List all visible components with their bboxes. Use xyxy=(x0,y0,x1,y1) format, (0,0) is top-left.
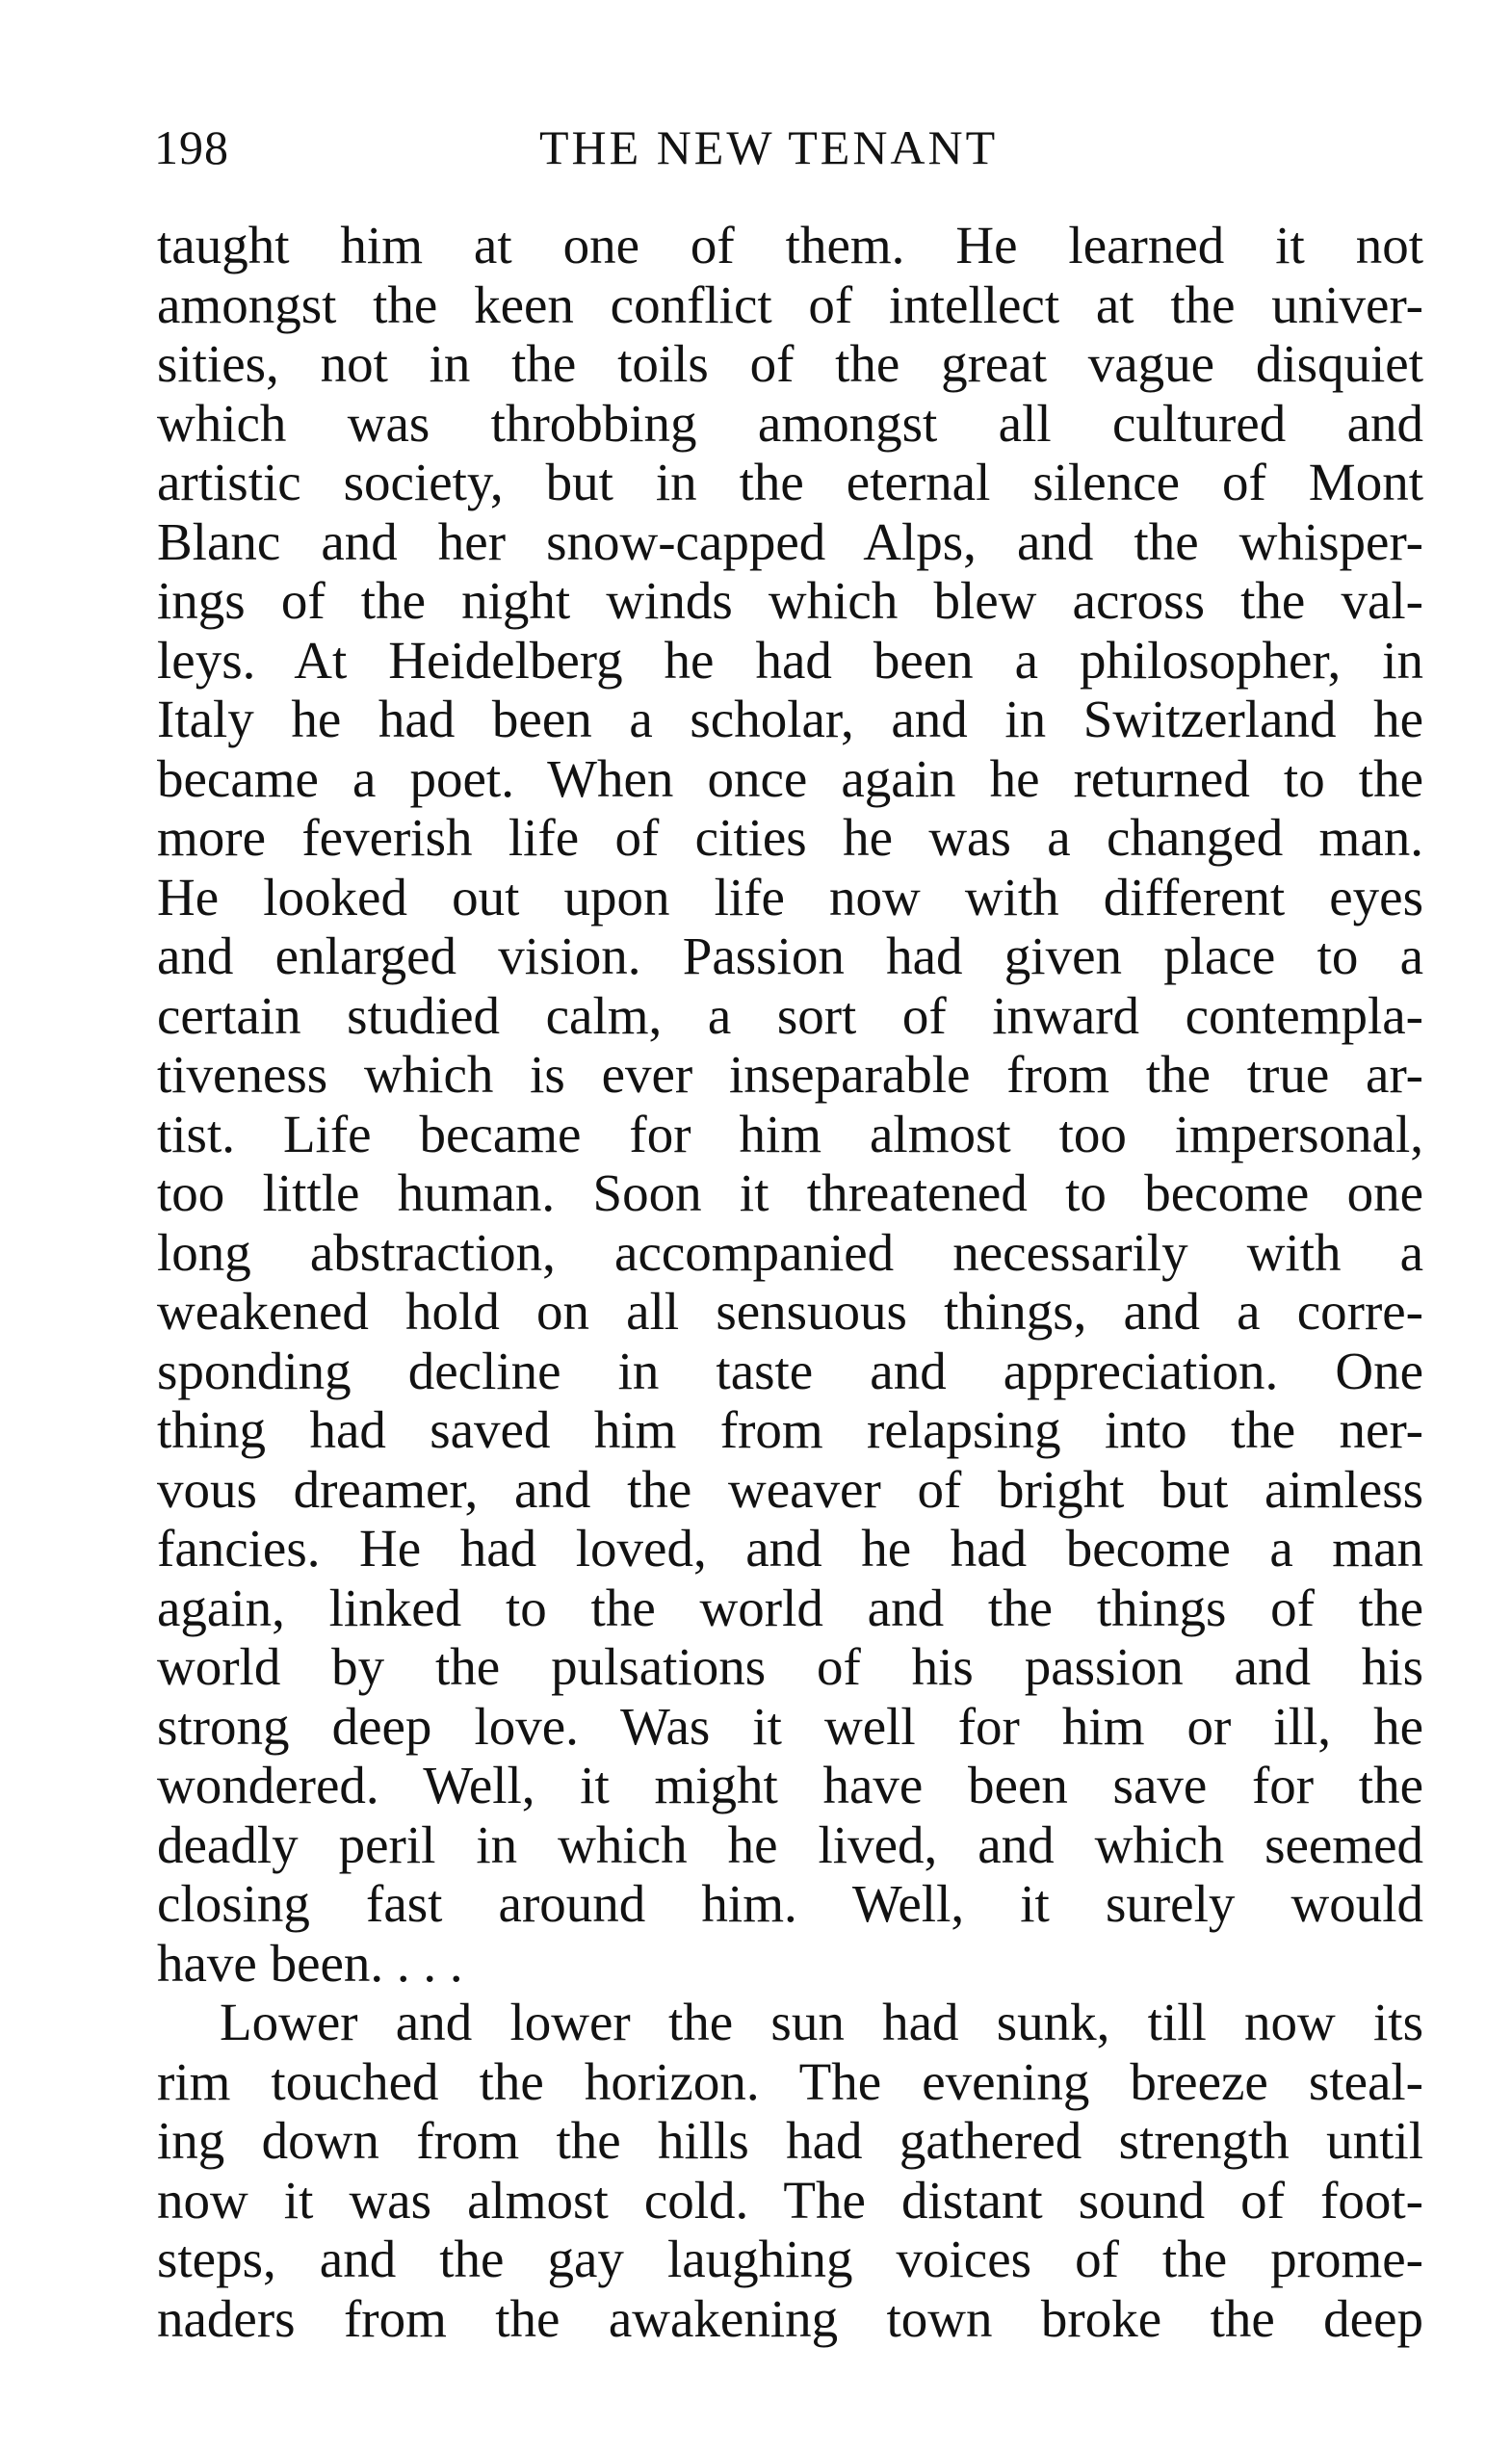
text-line: became a poet. When once again he returned to the xyxy=(157,748,1423,808)
text-line: sponding decline in taste and appreciation. One xyxy=(157,1341,1423,1400)
text-line: naders from the awakening town broke the deep xyxy=(157,2288,1423,2348)
text-line: ings of the night winds which blew across the val- xyxy=(157,571,1423,630)
text-line: wondered. Well, it might have been save for the xyxy=(157,1756,1423,1814)
text-line: again, linked to the world and the things of the xyxy=(157,1578,1423,1637)
text-line: strong deep love. Was it well for him or ill, he xyxy=(157,1696,1423,1756)
text-line: He looked out upon life now with different eyes xyxy=(157,867,1423,926)
text-line: world by the pulsations of his passion and his xyxy=(157,1637,1423,1696)
text-line: which was throbbing amongst all cultured and xyxy=(157,393,1423,453)
running-head xyxy=(154,114,1040,181)
running-title: THE NEW TENANT xyxy=(539,120,999,174)
body-text xyxy=(157,216,1423,2348)
text-line: steps, and the gay laughing voices of the prome- xyxy=(157,2230,1423,2288)
text-line: ing down from the hills had gathered strength until xyxy=(157,2111,1423,2170)
text-line: tist. Life became for him almost too impersonal, xyxy=(157,1104,1423,1163)
text-line: fancies. He had loved, and he had become a man xyxy=(157,1519,1423,1578)
text-line: long abstraction, accompanied necessarily with a xyxy=(157,1222,1423,1282)
text-line: taught him at one of them. He learned it not xyxy=(157,216,1423,274)
text-line: artistic society, but in the eternal silence of Mont xyxy=(157,453,1423,511)
text-line: and enlarged vision. Passion had given place to a xyxy=(157,926,1423,985)
text-line: amongst the keen conflict of intellect at the univer- xyxy=(157,274,1423,334)
text-line: Italy he had been a scholar, and in Switzerland he xyxy=(157,690,1423,748)
text-line: closing fast around him. Well, it surely would xyxy=(157,1874,1423,1933)
text-line: certain studied calm, a sort of inward contempla- xyxy=(157,985,1423,1045)
paragraph-end-line: have been. . . . xyxy=(157,1933,463,1993)
text-line: too little human. Soon it threatened to become one xyxy=(157,1163,1423,1222)
text-line: thing had saved him from relapsing into the ner- xyxy=(157,1400,1423,1459)
text-line: now it was almost cold. The distant sound of foot- xyxy=(157,2170,1423,2230)
text-line: more feverish life of cities he was a changed man. xyxy=(157,808,1423,867)
text-line: Blanc and her snow-capped Alps, and the whisper- xyxy=(157,511,1423,571)
text-line: rim touched the horizon. The evening breeze steal- xyxy=(157,2051,1423,2111)
paragraph-start-line: Lower and lower the sun had sunk, till now its xyxy=(220,1993,1423,2051)
text-line: deadly peril in which he lived, and which seemed xyxy=(157,1814,1423,1874)
text-line: weakened hold on all sensuous things, and a corre- xyxy=(157,1282,1423,1341)
text-line: tiveness which is ever inseparable from the true ar- xyxy=(157,1045,1423,1104)
text-line: leys. At Heidelberg he had been a philosopher, in xyxy=(157,630,1423,690)
text-line: vous dreamer, and the weaver of bright but aimless xyxy=(157,1459,1423,1519)
page-number: 198 xyxy=(154,120,229,174)
text-line: sities, not in the toils of the great vague disquiet xyxy=(157,334,1423,393)
